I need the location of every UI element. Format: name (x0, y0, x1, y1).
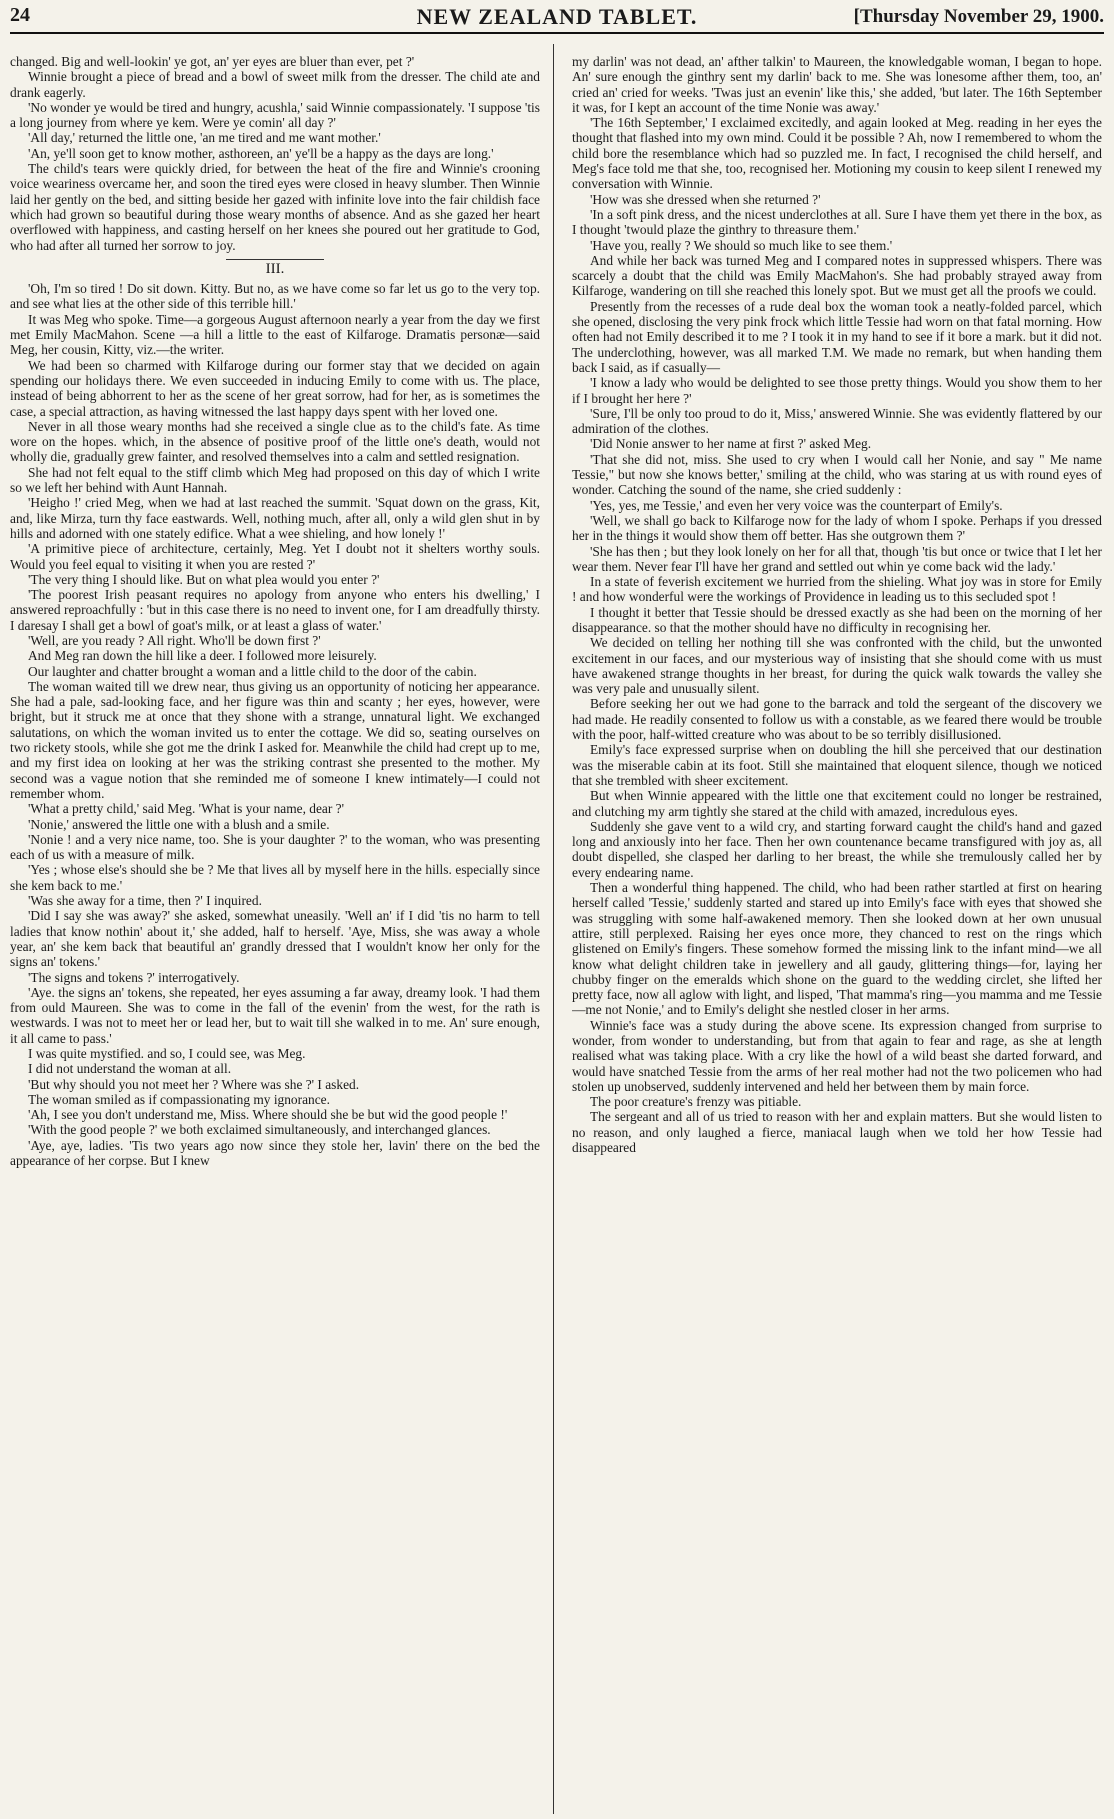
article-paragraph: 'Well, are you ready ? All right. Who'll be down first ?' (28, 632, 321, 648)
section-heading-text: III. (226, 259, 325, 277)
right-column-body (572, 54, 1102, 1155)
article-paragraph: 'Have you, really ? We should so much like to see them.' (590, 237, 893, 253)
article-paragraph: In a state of feverish excitement we hurried from the shieling. What joy was in store for Emily ! and how wonderful were the workings of Providence in leading us to this secluded spot ! (572, 574, 1102, 605)
column-rule (553, 44, 554, 1814)
article-paragraph: 'Did Nonie answer to her name at first ?' asked Meg. (590, 436, 872, 452)
article-paragraph: changed. Big and well-lookin' ye got, an' yer eyes are bluer than ever, pet ?' (10, 54, 415, 69)
article-paragraph: The sergeant and all of us tried to reason with her and explain matters. But she would listen to no reason, and only laughed a fierce, maniacal laugh when we told her how Tessie had disappeared (572, 1109, 1102, 1156)
article-paragraph: The woman waited till we drew near, thus giving us an opportunity of noticing her appearance. She had a pale, sad-looking face, and her figure was thin and scanty ; her eyes, however, were bright, but it struck me at once that they shone with a strange, unnatural light. We exchanged salutations, on which the woman invited us to enter the cottage. We did so, seating ourselves on two rickety stools, while she got me the drink I asked for. Meanwhile the child had crept up to me, and my first idea on looking at her was the striking contrast she presented to the mother. My second was a vague notion that she reminded me of someone I knew intimately—I could not remember whom. (10, 678, 540, 801)
article-paragraph: 'Yes, yes, me Tessie,' and even her very voice was the counterpart of Emily's. (590, 497, 1003, 513)
left-column (10, 54, 540, 1814)
article-paragraph: The woman smiled as if compassionating my ignorance. (28, 1091, 330, 1107)
article-paragraph: Before seeking her out we had gone to the barrack and told the sergeant of the discovery we had made. He readily consented to follow us with a constable, as we feared there would be trouble with the poor, half-witted creature who was about to be so terribly disillusioned. (572, 696, 1102, 743)
article-paragraph: Suddenly she gave vent to a wild cry, and starting forward caught the child's hand and gazed long and anxiously into her face. Then her own countenance became transfigured with joy as, all doubt dispelled, she clasped her darling to her breast, the while she tremulously called her by every endearing name. (572, 818, 1102, 880)
article-paragraph: 'Sure, I'll be only too proud to do it, Miss,' answered Winnie. She was evidently flattered by our admiration of the clothes. (572, 405, 1102, 437)
article-paragraph: Our laughter and chatter brought a woman and a little child to the door of the cabin. (28, 663, 477, 679)
article-paragraph: 'In a soft pink dress, and the nicest underclothes at all. Sure I have them yet there in the box, as I thought 'twould plaze the ginthry to threasure them.' (572, 206, 1102, 238)
article-paragraph: And Meg ran down the hill like a deer. I followed more leisurely. (28, 648, 377, 664)
right-column (572, 54, 1102, 1814)
article-paragraph: 'I know a lady who would be delighted to see those pretty things. Would you show them to her if I brought her here ?' (572, 375, 1102, 406)
article-paragraph: 'How was she dressed when she returned ?' (590, 191, 821, 207)
article-paragraph: 'Oh, I'm so tired ! Do sit down. Kitty. But no, as we have come so far let us go to the very top. and see what lies at the other side of this terrible hill.' (10, 281, 540, 312)
article-paragraph: 'The signs and tokens ?' interrogatively. (28, 969, 240, 985)
article-paragraph: 'No wonder ye would be tired and hungry, acushla,' said Winnie compassionately. 'I suppose 'tis a long journey from where ye kem. Were ye comin' all day ?' (10, 99, 540, 131)
issue-date: [Thursday November 29, 1900. (853, 6, 1104, 27)
article-paragraph: We had been so charmed with Kilfaroge during our former stay that we decided on again spending our holidays there. We even succeeded in inducing Emily to come with us. The place, instead of being abhorrent to her as the scene of her great sorrow, had for her, as is sometimes the case, a special attraction, as having witnessed the last happy days spent with her loved one. (10, 357, 540, 419)
page-header (10, 4, 1104, 34)
article-paragraph: 'Yes ; whose else's should she be ? Me that lives all by myself here in the hills. especially since she kem back to me.' (10, 862, 540, 893)
article-paragraph: 'The very thing I should like. But on what plea would you enter ?' (28, 571, 380, 587)
article-paragraph: It was Meg who spoke. Time—a gorgeous August afternoon nearly a year from the day we first met Emily MacMahon. Scene —a hill a little to the east of Kilfaroge. Dramatis personæ—said Meg, her cousin, Kitty, viz.—the writer. (10, 311, 540, 358)
article-paragraph: The poor creature's frenzy was pitiable. (590, 1094, 802, 1110)
article-paragraph: 'All day,' returned the little one, 'an me tired and me want mother.' (28, 130, 381, 146)
article-paragraph: I was quite mystified. and so, I could see, was Meg. (28, 1046, 306, 1061)
article-paragraph: 'Nonie,' answered the little one with a blush and a smile. (28, 816, 330, 832)
article-paragraph: 'Aye, aye, ladies. 'Tis two years ago now since they stole her, lavin' there on the bed the appearance of her corpse. But I knew (10, 1137, 540, 1169)
article-paragraph: I thought it better that Tessie should be dressed exactly as she had been on the morning of her disappearance. so that the mother should have no difficulty in recognising her. (572, 604, 1102, 635)
article-paragraph: But when Winnie appeared with the little one that excitement could no longer be restrained, and clutching my arm tightly she stared at the child with amazed, incredulous eyes. (572, 788, 1102, 819)
article-paragraph: 'That she did not, miss. She used to cry when I would call her Nonie, and say " Me name Tessie," but now she knows better,' smiling at the child, who was staring at us with round eyes of wonder. Catching the sound of the name, she cried suddenly : (572, 451, 1102, 498)
article-paragraph: my darlin' was not dead, an' afther talkin' to Maureen, the knowledgable woman, I began to hope. An' sure enough the ginthry sent my darlin' back to me. She was lonesome afther them, too, an' cried an' cried for weeks. 'Twas just an evenin' like this,' she added, 'but later. The 16th September it was, for I kept an account of the time Nonie was away.' (572, 54, 1102, 115)
article-paragraph: 'Aye. the signs an' tokens, she repeated, her eyes assuming a far away, dreamy look. 'I had them from ould Maureen. She was to come in the fall of the evenin' from the west, for the rath is westwards. I was not to meet her or lead her, but to wait till she walked in to me. An' sure enough, it all came to pass.' (10, 984, 540, 1046)
article-paragraph: We decided on telling her nothing till she was confronted with the child, but the unwonted excitement in our faces, and our mysterious way of insisting that she should come with us must have awakened strange thoughts in her breast, for during the quick walk towards the valley she was very pale and unusually silent. (572, 635, 1102, 697)
article-paragraph: 'What a pretty child,' said Meg. 'What is your name, dear ?' (28, 801, 345, 817)
article-paragraph: And while her back was turned Meg and I compared notes in suppressed whispers. There was scarcely a doubt that the child was Emily MacMahon's. She had probably strayed away from Kilfaroge, wandering on till she reached this lonely spot. But we must get all the proofs we could. (572, 252, 1102, 299)
article-paragraph: 'Heigho !' cried Meg, when we had at last reached the summit. 'Squat down on the grass, Kit, and, like Mirza, turn thy face eastwards. Well, nothing much, after all, only a wild glen shut in by hills and adorned with one stately edifice. What a wee shieling, and how lonely !' (10, 495, 540, 541)
newspaper-title: NEW ZEALAND TABLET. (416, 4, 698, 29)
article-paragraph: 'Well, we shall go back to Kilfaroge now for the lady of whom I spoke. Perhaps if you dressed her in the things it would show them off better. Has she outgrown them ?' (572, 512, 1102, 544)
article-paragraph: The child's tears were quickly dried, for between the heat of the fire and Winnie's crooning voice weariness overcame her, and soon the tired eyes were closed in heavy slumber. Then Winnie laid her gently on the bed, and sitting beside her gazed with infinite love into the fair childish face which had grown so beautiful during those weary months of absence. And as she gazed her heart overflowed with happiness, and casting herself on her knees she poured out her gratitude to God, who had after all turned her sorrow to joy. (10, 161, 540, 253)
article-paragraph: Never in all those weary months had she received a single clue as to the child's fate. As time wore on the hopes. which, in the absence of positive proof of the little one's death, would not wholly die, gradually grew fainter, and resolved themselves into a calm and settled resignation. (10, 418, 540, 465)
article-paragraph: She had not felt equal to the stiff climb which Meg had proposed on this day of which I write so we left her behind with Aunt Hannah. (10, 464, 540, 496)
article-paragraph: Winnie brought a piece of bread and a bowl of sweet milk from the dresser. The child ate and drank eagerly. (10, 69, 540, 100)
article-paragraph: 'But why should you not meet her ? Where was she ?' I asked. (28, 1076, 360, 1092)
article-paragraph: 'Was she away for a time, then ?' I inquired. (28, 893, 262, 909)
article-paragraph: 'Ah, I see you don't understand me, Miss. Where should she be but wid the good people !' (28, 1107, 508, 1123)
article-paragraph: 'Did I say she was away?' she asked, somewhat uneasily. 'Well an' if I did 'tis no harm to tell ladies that know nothin' about it,' she added, half to herself. 'Aye, Miss, she was away a whole year, an' she kem back that beautiful an' grandly dressed that I wouldn't know her only for the signs an' tokens.' (10, 908, 540, 970)
article-paragraph: 'An, ye'll soon get to know mother, asthoreen, an' ye'll be a happy as the days are long.' (28, 145, 494, 161)
article-paragraph: 'The 16th September,' I exclaimed excitedly, and again looked at Meg. reading in her eyes the thought that flashed into my own mind. Could it be possible ? Ah, now I remembered to whom the child bore the resemblance which had so puzzled me. In fact, I recognised the child herself, and Meg's face told me that she, too, recognised her. Motioning my cousin to keep silent I renewed my conversation with Winnie. (572, 115, 1102, 192)
article-paragraph: 'A primitive piece of architecture, certainly, Meg. Yet I doubt not it shelters worthy souls. Would you feel equal to visiting it when you are rested ?' (10, 541, 540, 572)
article-paragraph: 'With the good people ?' we both exclaimed simultaneously, and interchanged glances. (28, 1122, 491, 1138)
article-paragraph: 'She has then ; but they look lonely on her for all that, though 'tis but once or twice that I let her wear them. Never fear I'll have her grand and settled out whin ye come back wid the lady.' (572, 543, 1102, 574)
left-column-part-1 (10, 54, 540, 253)
article-paragraph: Winnie's face was a study during the above scene. Its expression changed from surprise to wonder, from wonder to understanding, but from that again to fear and rage, as she at length realised what was taking place. With a cry like the howl of a wild beast she darted forward, and would have snatched Tessie from the arms of her real mother had not the two policemen who had stolen up unobserved, suddenly intervened and held her between them by main force. (572, 1017, 1102, 1094)
article-paragraph: Emily's face expressed surprise when on doubling the hill she perceived that our destination was the miserable cabin at its foot. Still she maintained that eloquent silence, though we noticed that she trembled with sheer excitement. (572, 742, 1102, 788)
article-paragraph: Presently from the recesses of a rude deal box the woman took a neatly-folded parcel, which she opened, disclosing the very pink frock which little Tessie had worn on that fatal morning. How often had not Emily described it to me ? I took it in my hand to see if it bore a mark. but it did not. The underclothing, however, was all marked T.M. We made no remark, but when handing them back I said, as if casually— (572, 298, 1102, 375)
article-paragraph: 'Nonie ! and a very nice name, too. She is your daughter ?' to the woman, who was presenting each of us with a measure of milk. (10, 831, 540, 863)
page-number: 24 (10, 4, 30, 26)
article-paragraph: Then a wonderful thing happened. The child, who had been rather startled at first on hearing herself called 'Tessie,' suddenly started and stared up into Emily's face with eyes that showed she was struggling with some half-awakened memory. Then she looked down at her own unusual attire, still perplexed. Raising her eyes once more, they chanced to rest on the rings which glistened on Emily's fingers. These somehow formed the missing link to the infant mind—we all know what delight children take in jewellery and all gaudy, glittering things—for, laying her chubby finger on the emeralds which shone on the guard to the wedding circlet, she lifted her pretty face, now all aglow with light, and lisped, 'That mamma's ring—you mamma and me Tessie —me not Nonie,' and to Emily's delight she nestled closer in her arms. (572, 880, 1102, 1018)
article-paragraph: 'The poorest Irish peasant requires no apology from anyone who enters his dwelling,' I answered reproachfully : 'but in this case there is no need to invent one, for I am dreadfully thirsty. I daresay I shall get a bowl of goat's milk, or at least a glass of water.' (10, 587, 540, 633)
left-column-part-2 (10, 281, 540, 1168)
section-heading (10, 259, 540, 277)
article-paragraph: I did not understand the woman at all. (28, 1061, 232, 1077)
